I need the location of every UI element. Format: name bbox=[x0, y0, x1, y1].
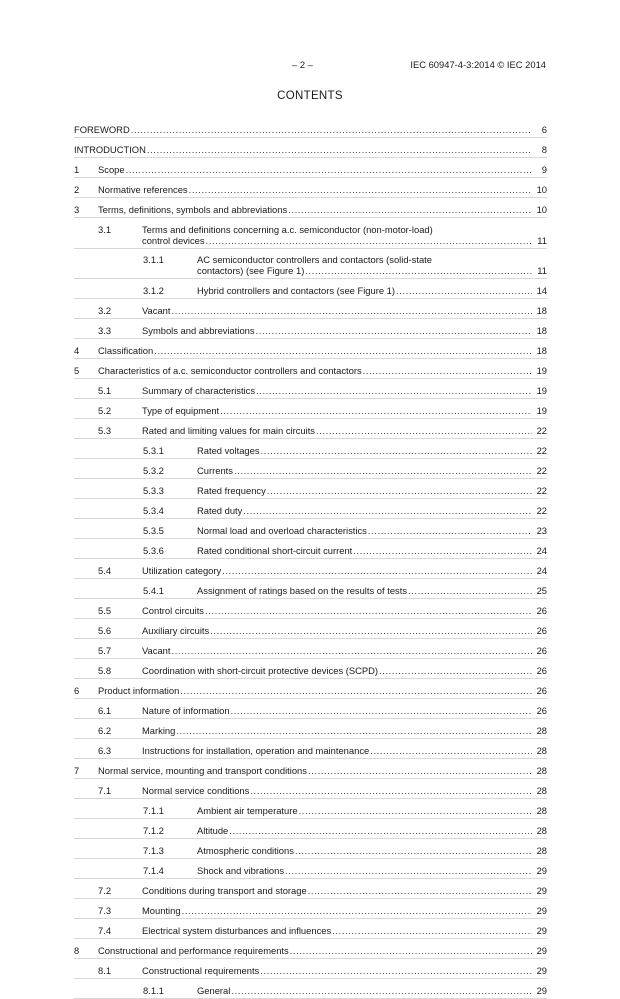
dot-leader bbox=[316, 425, 532, 436]
row-divider bbox=[74, 398, 547, 399]
toc-entry-number: 5 bbox=[74, 365, 80, 376]
toc-entry-page: 24 bbox=[536, 545, 547, 556]
toc-entry-title: Classification bbox=[98, 345, 154, 356]
toc-entry-number: 5.1 bbox=[98, 385, 112, 396]
toc-entry[interactable] bbox=[74, 405, 547, 419]
toc-entry-number: 5.3.5 bbox=[143, 525, 164, 536]
toc-entry[interactable] bbox=[74, 525, 547, 539]
toc-entry-title: Normal service, mounting and transport conditions bbox=[98, 765, 307, 776]
toc-entry-title: Normal load and overload characteristics bbox=[197, 525, 367, 536]
dot-leader bbox=[353, 545, 532, 556]
toc-entry[interactable] bbox=[74, 485, 547, 499]
row-divider bbox=[74, 217, 547, 218]
dot-leader bbox=[176, 725, 532, 736]
row-divider bbox=[74, 718, 547, 719]
toc-entry[interactable] bbox=[74, 565, 547, 579]
dot-leader bbox=[131, 124, 532, 135]
dot-leader bbox=[256, 325, 532, 336]
row-divider bbox=[74, 558, 547, 559]
dot-leader bbox=[370, 745, 532, 756]
toc-entry-number: 3.2 bbox=[98, 305, 112, 316]
toc-entry-number: 3.3 bbox=[98, 325, 112, 336]
dot-leader bbox=[205, 605, 532, 616]
row-divider bbox=[74, 578, 547, 579]
toc-entry-title: Shock and vibrations bbox=[197, 865, 285, 876]
toc-entry-page: 11 bbox=[537, 235, 547, 246]
toc-entry-number: 7.1.4 bbox=[143, 865, 164, 876]
toc-entry-title: Vacant bbox=[142, 645, 171, 656]
dot-leader bbox=[234, 465, 532, 476]
toc-entry-title: Coordination with short-circuit protective devices (SCPD) bbox=[142, 665, 379, 676]
dot-leader bbox=[126, 164, 532, 175]
dot-leader bbox=[308, 885, 532, 896]
dot-leader bbox=[256, 385, 532, 396]
row-divider bbox=[74, 598, 547, 599]
toc-entry-page: 29 bbox=[536, 985, 547, 996]
toc-entry[interactable] bbox=[74, 725, 547, 739]
dot-leader bbox=[267, 485, 532, 496]
toc-entry-number: 1 bbox=[74, 164, 80, 175]
toc-entry-title: Constructional requirements bbox=[142, 965, 260, 976]
toc-entry[interactable] bbox=[74, 825, 547, 839]
toc-entry[interactable] bbox=[74, 385, 547, 399]
page-title: CONTENTS bbox=[277, 90, 343, 102]
row-divider bbox=[74, 958, 547, 959]
toc-entry-page: 29 bbox=[536, 965, 547, 976]
toc-entry-page: 22 bbox=[536, 445, 547, 456]
toc-entry-page: 29 bbox=[536, 905, 547, 916]
toc-entry-page: 22 bbox=[536, 425, 547, 436]
toc-entry-number: 8.1.1 bbox=[143, 985, 164, 996]
toc-entry-title: Constructional and performance requirements bbox=[98, 945, 289, 956]
row-divider bbox=[74, 758, 547, 759]
toc-entry-number: 6.1 bbox=[98, 705, 112, 716]
toc-entry-page: 22 bbox=[536, 485, 547, 496]
toc-entry-title: Electrical system disturbances and influences bbox=[142, 925, 332, 936]
dot-leader bbox=[231, 705, 532, 716]
toc-entry-number: 5.3.1 bbox=[143, 445, 164, 456]
row-divider bbox=[74, 838, 547, 839]
toc-entry[interactable] bbox=[74, 365, 547, 379]
dot-leader bbox=[363, 365, 532, 376]
row-divider bbox=[74, 378, 547, 379]
toc-entry-title: Mounting bbox=[142, 905, 181, 916]
dot-leader bbox=[154, 345, 532, 356]
toc-entry-number: 6.2 bbox=[98, 725, 112, 736]
toc-entry[interactable] bbox=[74, 625, 547, 639]
dot-leader bbox=[308, 765, 532, 776]
toc-entry-page: 28 bbox=[536, 805, 547, 816]
toc-entry-title: Type of equipment bbox=[142, 405, 220, 416]
toc-entry-page: 23 bbox=[536, 525, 547, 536]
row-divider bbox=[74, 358, 547, 359]
dot-leader bbox=[260, 965, 532, 976]
toc-entry-number: 6.3 bbox=[98, 745, 112, 756]
row-divider bbox=[74, 538, 547, 539]
standard-reference: IEC 60947-4-3:2014 © IEC 2014 bbox=[410, 59, 546, 70]
toc-entry-title: Rated voltages bbox=[197, 445, 260, 456]
toc-entry-title: Altitude bbox=[197, 825, 229, 836]
toc-entry-page: 11 bbox=[537, 265, 547, 276]
toc-entry-number: 5.6 bbox=[98, 625, 112, 636]
toc-entry-page: 26 bbox=[536, 685, 547, 696]
dot-leader bbox=[222, 565, 532, 576]
toc-entry[interactable] bbox=[74, 124, 547, 138]
dot-leader bbox=[290, 945, 532, 956]
row-divider bbox=[74, 658, 547, 659]
dot-leader bbox=[180, 685, 532, 696]
dot-leader bbox=[396, 285, 532, 296]
toc-entry-page: 18 bbox=[536, 345, 547, 356]
row-divider bbox=[74, 137, 547, 138]
toc-entry[interactable] bbox=[74, 254, 547, 279]
toc-entry-title: Symbols and abbreviations bbox=[142, 325, 255, 336]
toc-entry[interactable] bbox=[74, 305, 547, 319]
toc-entry-title: Terms, definitions, symbols and abbreviations bbox=[98, 204, 288, 215]
toc-entry-page: 6 bbox=[541, 124, 547, 135]
dot-leader bbox=[368, 525, 532, 536]
row-divider bbox=[74, 818, 547, 819]
dot-leader bbox=[229, 825, 532, 836]
toc-entry-page: 10 bbox=[536, 204, 547, 215]
dot-leader bbox=[408, 585, 532, 596]
dot-leader bbox=[379, 665, 532, 676]
toc-entry-number: 5.3.2 bbox=[143, 465, 164, 476]
toc-entry[interactable] bbox=[74, 785, 547, 799]
toc-entry-number: 3.1.1 bbox=[143, 254, 164, 265]
toc-entry-title: Currents bbox=[197, 465, 233, 476]
row-divider bbox=[74, 318, 547, 319]
toc-entry[interactable] bbox=[74, 325, 547, 339]
toc-entry[interactable] bbox=[74, 605, 547, 619]
toc-entry-number: 8 bbox=[74, 945, 80, 956]
row-divider bbox=[74, 678, 547, 679]
toc-entry-number: 7.4 bbox=[98, 925, 112, 936]
toc-entry-title: FOREWORD bbox=[74, 124, 130, 135]
row-divider bbox=[74, 638, 547, 639]
toc-entry-title: General bbox=[197, 985, 231, 996]
toc-entry-page: 28 bbox=[536, 725, 547, 736]
dot-leader bbox=[305, 265, 532, 276]
row-divider bbox=[74, 918, 547, 919]
toc-entry-title: Product information bbox=[98, 685, 180, 696]
toc-entry[interactable] bbox=[74, 224, 547, 249]
toc-entry-page: 29 bbox=[536, 925, 547, 936]
dot-leader bbox=[295, 845, 532, 856]
row-divider bbox=[74, 938, 547, 939]
dot-leader bbox=[189, 184, 532, 195]
toc-entry[interactable] bbox=[74, 204, 547, 218]
toc-entry-title: control devices bbox=[142, 235, 205, 246]
dot-leader bbox=[206, 235, 532, 246]
toc-entry-page: 28 bbox=[536, 765, 547, 776]
toc-entry[interactable] bbox=[74, 665, 547, 679]
toc-entry-page: 29 bbox=[536, 885, 547, 896]
dot-leader bbox=[172, 305, 533, 316]
toc-entry-number: 5.3.4 bbox=[143, 505, 164, 516]
toc-entry-number: 5.5 bbox=[98, 605, 112, 616]
toc-entry-number: 5.8 bbox=[98, 665, 112, 676]
page-header bbox=[0, 59, 620, 73]
toc-entry-title-line: Terms and definitions concerning a.c. semiconductor (non-motor-load) bbox=[142, 224, 433, 235]
toc-entry-title: Hybrid controllers and contactors (see Figure 1) bbox=[197, 285, 396, 296]
toc-entry[interactable] bbox=[74, 465, 547, 479]
toc-entry-number: 3 bbox=[74, 204, 80, 215]
toc-entry-page: 26 bbox=[536, 705, 547, 716]
toc-entry-number: 5.3 bbox=[98, 425, 112, 436]
toc-entry[interactable] bbox=[74, 745, 547, 759]
toc-entry-page: 28 bbox=[536, 785, 547, 796]
dot-leader bbox=[332, 925, 532, 936]
toc-entry[interactable] bbox=[74, 945, 547, 959]
toc-entry-title: Utilization category bbox=[142, 565, 222, 576]
page-number: – 2 – bbox=[292, 59, 313, 70]
dot-leader bbox=[299, 805, 532, 816]
row-divider bbox=[74, 878, 547, 879]
toc-entry-title: INTRODUCTION bbox=[74, 144, 146, 155]
dot-leader bbox=[261, 445, 532, 456]
row-divider bbox=[74, 498, 547, 499]
toc-entry[interactable] bbox=[74, 645, 547, 659]
toc-entry-title: Marking bbox=[142, 725, 176, 736]
toc-entry-number: 3.1.2 bbox=[143, 285, 164, 296]
row-divider bbox=[74, 157, 547, 158]
toc-entry[interactable] bbox=[74, 845, 547, 859]
toc-entry-page: 29 bbox=[536, 865, 547, 876]
toc-entry-page: 28 bbox=[536, 825, 547, 836]
toc-entry-page: 19 bbox=[536, 365, 547, 376]
row-divider bbox=[74, 778, 547, 779]
toc-entry[interactable] bbox=[74, 925, 547, 939]
toc-entry[interactable] bbox=[74, 985, 547, 999]
toc-entry-page: 22 bbox=[536, 505, 547, 516]
toc-entry-title: Rated conditional short-circuit current bbox=[197, 545, 353, 556]
toc-entry[interactable] bbox=[74, 345, 547, 359]
dot-leader bbox=[182, 905, 532, 916]
row-divider bbox=[74, 798, 547, 799]
toc-entry-title: Rated and limiting values for main circuits bbox=[142, 425, 315, 436]
toc-entry-number: 7.1.2 bbox=[143, 825, 164, 836]
toc-entry-number: 5.2 bbox=[98, 405, 112, 416]
toc-entry-title: Normative references bbox=[98, 184, 188, 195]
toc-entry-title: Scope bbox=[98, 164, 125, 175]
toc-entry-page: 28 bbox=[536, 845, 547, 856]
row-divider bbox=[74, 978, 547, 979]
toc-entry[interactable] bbox=[74, 685, 547, 699]
row-divider bbox=[74, 698, 547, 699]
toc-entry[interactable] bbox=[74, 965, 547, 979]
toc-entry-title: Control circuits bbox=[142, 605, 204, 616]
toc-entry[interactable] bbox=[74, 765, 547, 779]
toc-entry-title: Auxiliary circuits bbox=[142, 625, 210, 636]
toc-entry[interactable] bbox=[74, 905, 547, 919]
table-of-contents bbox=[74, 124, 547, 999]
toc-entry-title: Rated frequency bbox=[197, 485, 266, 496]
toc-entry-page: 26 bbox=[536, 645, 547, 656]
toc-entry-number: 7 bbox=[74, 765, 80, 776]
toc-entry-number: 8.1 bbox=[98, 965, 112, 976]
dot-leader bbox=[220, 405, 532, 416]
toc-entry-number: 7.1.3 bbox=[143, 845, 164, 856]
toc-entry[interactable] bbox=[74, 184, 547, 198]
dot-leader bbox=[285, 865, 532, 876]
toc-entry-title: Normal service conditions bbox=[142, 785, 250, 796]
row-divider bbox=[74, 248, 547, 249]
toc-entry[interactable] bbox=[74, 505, 547, 519]
toc-entry-number: 4 bbox=[74, 345, 80, 356]
toc-entry[interactable] bbox=[74, 144, 547, 158]
row-divider bbox=[74, 197, 547, 198]
dot-leader bbox=[231, 985, 532, 996]
toc-entry[interactable] bbox=[74, 885, 547, 899]
dot-leader bbox=[210, 625, 532, 636]
row-divider bbox=[74, 177, 547, 178]
toc-entry-number: 7.2 bbox=[98, 885, 112, 896]
toc-entry-page: 18 bbox=[536, 325, 547, 336]
toc-entry[interactable] bbox=[74, 164, 547, 178]
toc-entry[interactable] bbox=[74, 705, 547, 719]
row-divider bbox=[74, 518, 547, 519]
row-divider bbox=[74, 738, 547, 739]
toc-entry-title: Summary of characteristics bbox=[142, 385, 256, 396]
toc-entry[interactable] bbox=[74, 585, 547, 599]
dot-leader bbox=[147, 144, 532, 155]
toc-entry-number: 7.1.1 bbox=[143, 805, 164, 816]
row-divider bbox=[74, 338, 547, 339]
row-divider bbox=[74, 438, 547, 439]
row-divider bbox=[74, 898, 547, 899]
row-divider bbox=[74, 418, 547, 419]
toc-entry-number: 5.7 bbox=[98, 645, 112, 656]
toc-entry[interactable] bbox=[74, 445, 547, 459]
toc-entry-title: Instructions for installation, operation and maintenance bbox=[142, 745, 370, 756]
toc-entry-page: 22 bbox=[536, 465, 547, 476]
toc-entry-page: 10 bbox=[536, 184, 547, 195]
dot-leader bbox=[288, 204, 532, 215]
toc-entry-page: 19 bbox=[536, 385, 547, 396]
toc-entry-page: 9 bbox=[541, 164, 547, 175]
row-divider bbox=[74, 278, 547, 279]
toc-entry-number: 5.4 bbox=[98, 565, 112, 576]
toc-entry-page: 28 bbox=[536, 745, 547, 756]
toc-entry[interactable] bbox=[74, 425, 547, 439]
toc-entry[interactable] bbox=[74, 805, 547, 819]
toc-entry-number: 7.1 bbox=[98, 785, 112, 796]
row-divider bbox=[74, 478, 547, 479]
toc-entry[interactable] bbox=[74, 285, 547, 299]
row-divider bbox=[74, 858, 547, 859]
toc-entry-page: 26 bbox=[536, 625, 547, 636]
toc-entry-title: Characteristics of a.c. semiconductor controllers and contactors bbox=[98, 365, 362, 376]
row-divider bbox=[74, 618, 547, 619]
toc-entry-title: Conditions during transport and storage bbox=[142, 885, 307, 896]
row-divider bbox=[74, 298, 547, 299]
toc-entry-page: 14 bbox=[536, 285, 547, 296]
dot-leader bbox=[250, 785, 532, 796]
toc-entry-title: Vacant bbox=[142, 305, 171, 316]
toc-entry-page: 24 bbox=[536, 565, 547, 576]
toc-entry-page: 25 bbox=[536, 585, 547, 596]
toc-entry-number: 5.3.3 bbox=[143, 485, 164, 496]
toc-entry-title: Assignment of ratings based on the results of tests bbox=[197, 585, 408, 596]
toc-entry[interactable] bbox=[74, 545, 547, 559]
dot-leader bbox=[243, 505, 532, 516]
toc-entry-title: Rated duty bbox=[197, 505, 243, 516]
toc-entry-number: 7.3 bbox=[98, 905, 112, 916]
toc-entry-title: Nature of information bbox=[142, 705, 230, 716]
toc-entry-number: 2 bbox=[74, 184, 80, 195]
toc-entry-number: 6 bbox=[74, 685, 80, 696]
toc-entry-number: 3.1 bbox=[98, 224, 112, 235]
toc-entry-title-line: AC semiconductor controllers and contactors (solid-state bbox=[197, 254, 432, 265]
toc-entry-page: 26 bbox=[536, 605, 547, 616]
toc-entry-number: 5.3.6 bbox=[143, 545, 164, 556]
row-divider bbox=[74, 458, 547, 459]
toc-entry-page: 19 bbox=[536, 405, 547, 416]
toc-entry-title: contactors) (see Figure 1) bbox=[197, 265, 305, 276]
toc-entry-title: Atmospheric conditions bbox=[197, 845, 294, 856]
toc-entry-page: 8 bbox=[541, 144, 547, 155]
toc-entry-page: 18 bbox=[536, 305, 547, 316]
dot-leader bbox=[172, 645, 533, 656]
toc-entry-page: 29 bbox=[536, 945, 547, 956]
toc-entry-number: 5.4.1 bbox=[143, 585, 164, 596]
toc-entry-page: 26 bbox=[536, 665, 547, 676]
toc-entry-title: Ambient air temperature bbox=[197, 805, 298, 816]
